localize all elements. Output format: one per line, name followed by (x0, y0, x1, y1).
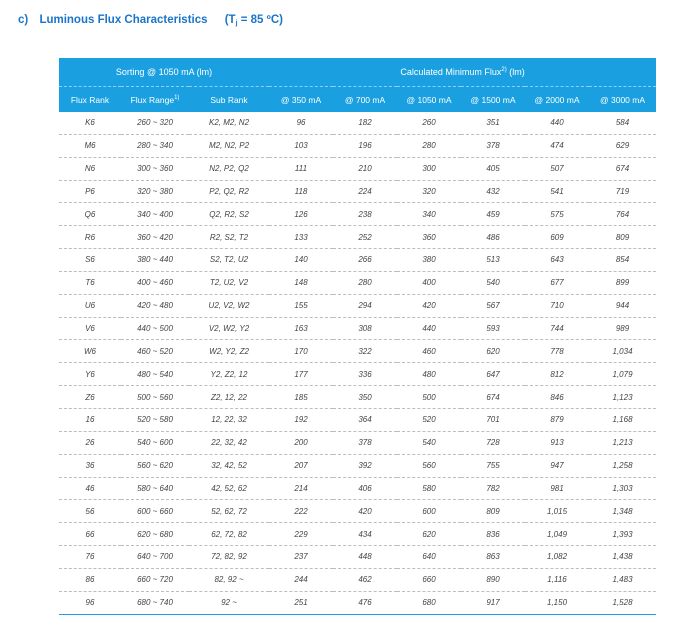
flux-rank-cell: N6 (59, 157, 121, 180)
col-350ma: @ 350 mA (280, 94, 322, 105)
flux-range-cell: 660 ~ 720 (121, 568, 189, 591)
flux-700ma-cell: 336 (333, 363, 397, 386)
sub-rank-cell: 42, 52, 62 (189, 477, 269, 500)
sub-rank-cell: 92 ~ (189, 591, 269, 614)
flux-2000ma-cell: 812 (525, 363, 589, 386)
flux-range-cell: 340 ~ 400 (121, 203, 189, 226)
table-row (59, 226, 656, 249)
flux-350ma-cell: 111 (269, 157, 333, 180)
sub-rank-cell: 72, 82, 92 (189, 546, 269, 569)
sub-rank-cell: Z2, 12, 22 (189, 386, 269, 409)
flux-1050ma-cell: 580 (397, 477, 461, 500)
sub-rank-cell: 82, 92 ~ (189, 568, 269, 591)
sub-rank-cell: U2, V2, W2 (189, 294, 269, 317)
flux-700ma-cell: 434 (333, 523, 397, 546)
flux-rank-cell: P6 (59, 180, 121, 203)
table-row (59, 203, 656, 226)
flux-rank-cell: K6 (59, 112, 121, 134)
flux-rank-cell: 26 (59, 431, 121, 454)
sub-rank-cell: T2, U2, V2 (189, 271, 269, 294)
table-row (59, 180, 656, 203)
flux-350ma-cell: 185 (269, 386, 333, 409)
column-header-row (59, 87, 656, 113)
flux-350ma-cell: 244 (269, 568, 333, 591)
flux-1050ma-cell: 500 (397, 386, 461, 409)
flux-700ma-cell: 210 (333, 157, 397, 180)
flux-3000ma-cell: 764 (589, 203, 656, 226)
flux-2000ma-cell: 710 (525, 294, 589, 317)
col-700ma: @ 700 mA (344, 94, 386, 105)
flux-range-cell: 540 ~ 600 (121, 431, 189, 454)
col-3000ma: @ 3000 mA (600, 94, 646, 105)
sub-rank-cell: V2, W2, Y2 (189, 317, 269, 340)
flux-3000ma-cell: 854 (589, 249, 656, 272)
sub-rank-cell: Y2, Z2, 12 (189, 363, 269, 386)
flux-range-cell: 280 ~ 340 (121, 134, 189, 157)
flux-range-cell: 600 ~ 660 (121, 500, 189, 523)
flux-1500ma-cell: 755 (461, 454, 525, 477)
flux-3000ma-cell: 1,438 (589, 546, 656, 569)
flux-range-cell: 440 ~ 500 (121, 317, 189, 340)
flux-1500ma-cell: 486 (461, 226, 525, 249)
sub-rank-cell: 22, 32, 42 (189, 431, 269, 454)
flux-1500ma-cell: 513 (461, 249, 525, 272)
flux-2000ma-cell: 643 (525, 249, 589, 272)
flux-range-cell: 380 ~ 440 (121, 249, 189, 272)
flux-1500ma-cell: 863 (461, 546, 525, 569)
table-row (59, 431, 656, 454)
flux-1050ma-cell: 520 (397, 408, 461, 431)
flux-700ma-cell: 294 (333, 294, 397, 317)
section-label: c) (18, 14, 29, 26)
sub-rank-cell: W2, Y2, Z2 (189, 340, 269, 363)
col-sub-rank: Sub Rank (210, 94, 248, 105)
flux-rank-cell: 96 (59, 591, 121, 614)
flux-range-cell: 320 ~ 380 (121, 180, 189, 203)
flux-rank-cell: M6 (59, 134, 121, 157)
flux-2000ma-cell: 913 (525, 431, 589, 454)
flux-700ma-cell: 406 (333, 477, 397, 500)
flux-350ma-cell: 200 (269, 431, 333, 454)
flux-rank-cell: Z6 (59, 386, 121, 409)
flux-2000ma-cell: 744 (525, 317, 589, 340)
flux-700ma-cell: 196 (333, 134, 397, 157)
flux-1500ma-cell: 701 (461, 408, 525, 431)
flux-700ma-cell: 182 (333, 112, 397, 134)
col-1050ma: @ 1050 mA (406, 94, 452, 105)
flux-rank-cell: U6 (59, 294, 121, 317)
flux-1050ma-cell: 280 (397, 134, 461, 157)
sub-rank-cell: N2, P2, Q2 (189, 157, 269, 180)
flux-3000ma-cell: 629 (589, 134, 656, 157)
flux-700ma-cell: 224 (333, 180, 397, 203)
flux-3000ma-cell: 674 (589, 157, 656, 180)
flux-700ma-cell: 350 (333, 386, 397, 409)
table-row (59, 500, 656, 523)
flux-1500ma-cell: 647 (461, 363, 525, 386)
flux-700ma-cell: 308 (333, 317, 397, 340)
table-row (59, 477, 656, 500)
flux-3000ma-cell: 1,393 (589, 523, 656, 546)
flux-rank-cell: S6 (59, 249, 121, 272)
flux-3000ma-cell: 1,123 (589, 386, 656, 409)
flux-350ma-cell: 177 (269, 363, 333, 386)
flux-1050ma-cell: 300 (397, 157, 461, 180)
table-row (59, 249, 656, 272)
flux-2000ma-cell: 507 (525, 157, 589, 180)
flux-350ma-cell: 214 (269, 477, 333, 500)
flux-1500ma-cell: 782 (461, 477, 525, 500)
flux-350ma-cell: 170 (269, 340, 333, 363)
flux-3000ma-cell: 1,303 (589, 477, 656, 500)
flux-1050ma-cell: 640 (397, 546, 461, 569)
flux-3000ma-cell: 1,079 (589, 363, 656, 386)
table-row (59, 294, 656, 317)
flux-1500ma-cell: 836 (461, 523, 525, 546)
flux-2000ma-cell: 1,082 (525, 546, 589, 569)
section-title: Luminous Flux Characteristics (39, 14, 208, 26)
flux-range-cell: 640 ~ 700 (121, 546, 189, 569)
calculated-flux-group-header (269, 58, 656, 87)
flux-350ma-cell: 155 (269, 294, 333, 317)
table-row (59, 568, 656, 591)
flux-range-cell: 580 ~ 640 (121, 477, 189, 500)
flux-1500ma-cell: 593 (461, 317, 525, 340)
flux-700ma-cell: 238 (333, 203, 397, 226)
flux-range-cell: 680 ~ 740 (121, 591, 189, 614)
table-row (59, 408, 656, 431)
flux-rank-cell: Y6 (59, 363, 121, 386)
condition-prefix: (T (224, 14, 236, 26)
flux-350ma-cell: 140 (269, 249, 333, 272)
col-2000ma: @ 2000 mA (534, 94, 580, 105)
table-row (59, 363, 656, 386)
sub-rank-cell: K2, M2, N2 (189, 112, 269, 134)
flux-2000ma-cell: 575 (525, 203, 589, 226)
flux-1500ma-cell: 890 (461, 568, 525, 591)
flux-rank-cell: Q6 (59, 203, 121, 226)
flux-2000ma-cell: 1,015 (525, 500, 589, 523)
flux-2000ma-cell: 440 (525, 112, 589, 134)
calculated-flux-unit: (lm) (506, 67, 525, 77)
sub-rank-cell: S2, T2, U2 (189, 249, 269, 272)
flux-350ma-cell: 229 (269, 523, 333, 546)
flux-2000ma-cell: 846 (525, 386, 589, 409)
flux-1050ma-cell: 320 (397, 180, 461, 203)
flux-1500ma-cell: 378 (461, 134, 525, 157)
flux-rank-cell: R6 (59, 226, 121, 249)
flux-350ma-cell: 222 (269, 500, 333, 523)
flux-3000ma-cell: 1,483 (589, 568, 656, 591)
calculated-flux-label: Calculated Minimum Flux (400, 67, 502, 77)
flux-3000ma-cell: 1,213 (589, 431, 656, 454)
flux-350ma-cell: 103 (269, 134, 333, 157)
flux-1500ma-cell: 728 (461, 431, 525, 454)
flux-700ma-cell: 364 (333, 408, 397, 431)
flux-rank-cell: 16 (59, 408, 121, 431)
flux-1500ma-cell: 674 (461, 386, 525, 409)
group-header-row (59, 58, 656, 87)
flux-2000ma-cell: 879 (525, 408, 589, 431)
flux-2000ma-cell: 778 (525, 340, 589, 363)
flux-range-cell: 260 ~ 320 (121, 112, 189, 134)
flux-rank-cell: 76 (59, 546, 121, 569)
flux-rank-cell: 66 (59, 523, 121, 546)
table-row (59, 523, 656, 546)
table-row (59, 454, 656, 477)
luminous-flux-table-container (59, 58, 656, 615)
luminous-flux-table (59, 58, 656, 615)
flux-350ma-cell: 148 (269, 271, 333, 294)
flux-2000ma-cell: 981 (525, 477, 589, 500)
flux-2000ma-cell: 541 (525, 180, 589, 203)
flux-2000ma-cell: 1,150 (525, 591, 589, 614)
col-1500ma: @ 1500 mA (470, 94, 516, 105)
flux-1050ma-cell: 460 (397, 340, 461, 363)
flux-rank-cell: T6 (59, 271, 121, 294)
flux-700ma-cell: 266 (333, 249, 397, 272)
flux-1500ma-cell: 351 (461, 112, 525, 134)
flux-350ma-cell: 207 (269, 454, 333, 477)
flux-350ma-cell: 118 (269, 180, 333, 203)
flux-350ma-cell: 192 (269, 408, 333, 431)
flux-rank-cell: 46 (59, 477, 121, 500)
flux-1500ma-cell: 809 (461, 500, 525, 523)
flux-rank-cell: 56 (59, 500, 121, 523)
flux-1050ma-cell: 480 (397, 363, 461, 386)
table-row (59, 157, 656, 180)
flux-1050ma-cell: 560 (397, 454, 461, 477)
flux-1050ma-cell: 380 (397, 249, 461, 272)
flux-350ma-cell: 126 (269, 203, 333, 226)
sub-rank-cell: Q2, R2, S2 (189, 203, 269, 226)
flux-range-cell: 620 ~ 680 (121, 523, 189, 546)
flux-350ma-cell: 133 (269, 226, 333, 249)
flux-3000ma-cell: 899 (589, 271, 656, 294)
flux-range-cell: 520 ~ 580 (121, 408, 189, 431)
col-flux-range-footnote: 1) (174, 94, 180, 101)
flux-1050ma-cell: 260 (397, 112, 461, 134)
section-heading (18, 14, 283, 27)
flux-3000ma-cell: 989 (589, 317, 656, 340)
flux-1050ma-cell: 620 (397, 523, 461, 546)
flux-2000ma-cell: 609 (525, 226, 589, 249)
flux-2000ma-cell: 677 (525, 271, 589, 294)
flux-700ma-cell: 392 (333, 454, 397, 477)
flux-2000ma-cell: 474 (525, 134, 589, 157)
table-row (59, 134, 656, 157)
table-row (59, 317, 656, 340)
flux-range-cell: 400 ~ 460 (121, 271, 189, 294)
calculated-flux-footnote: 2) (501, 67, 507, 73)
table-body (59, 112, 656, 614)
flux-1050ma-cell: 340 (397, 203, 461, 226)
condition-note (225, 14, 283, 26)
flux-rank-cell: W6 (59, 340, 121, 363)
table-row (59, 591, 656, 614)
table-row (59, 271, 656, 294)
flux-1500ma-cell: 432 (461, 180, 525, 203)
flux-700ma-cell: 280 (333, 271, 397, 294)
flux-range-cell: 460 ~ 520 (121, 340, 189, 363)
flux-700ma-cell: 420 (333, 500, 397, 523)
flux-700ma-cell: 378 (333, 431, 397, 454)
condition-subscript: j (235, 20, 238, 27)
sub-rank-cell: 52, 62, 72 (189, 500, 269, 523)
flux-3000ma-cell: 944 (589, 294, 656, 317)
flux-1050ma-cell: 420 (397, 294, 461, 317)
sorting-group-header: Sorting @ 1050 mA (lm) (59, 58, 269, 87)
flux-350ma-cell: 237 (269, 546, 333, 569)
flux-1500ma-cell: 620 (461, 340, 525, 363)
flux-range-cell: 560 ~ 620 (121, 454, 189, 477)
flux-700ma-cell: 322 (333, 340, 397, 363)
flux-rank-cell: 86 (59, 568, 121, 591)
flux-350ma-cell: 251 (269, 591, 333, 614)
table-row (59, 386, 656, 409)
flux-700ma-cell: 476 (333, 591, 397, 614)
flux-3000ma-cell: 1,168 (589, 408, 656, 431)
condition-suffix: = 85 ºC) (237, 14, 283, 26)
flux-3000ma-cell: 1,348 (589, 500, 656, 523)
flux-1050ma-cell: 360 (397, 226, 461, 249)
flux-range-cell: 300 ~ 360 (121, 157, 189, 180)
flux-1500ma-cell: 917 (461, 591, 525, 614)
flux-rank-cell: V6 (59, 317, 121, 340)
flux-1050ma-cell: 400 (397, 271, 461, 294)
flux-350ma-cell: 96 (269, 112, 333, 134)
table-row (59, 112, 656, 134)
flux-rank-cell: 36 (59, 454, 121, 477)
flux-2000ma-cell: 1,049 (525, 523, 589, 546)
flux-range-cell: 360 ~ 420 (121, 226, 189, 249)
flux-2000ma-cell: 947 (525, 454, 589, 477)
table-header (59, 58, 656, 112)
table-row (59, 546, 656, 569)
sub-rank-cell: 62, 72, 82 (189, 523, 269, 546)
flux-3000ma-cell: 1,034 (589, 340, 656, 363)
col-flux-range (121, 87, 189, 113)
sub-rank-cell: 12, 22, 32 (189, 408, 269, 431)
flux-1050ma-cell: 680 (397, 591, 461, 614)
sub-rank-cell: M2, N2, P2 (189, 134, 269, 157)
sub-rank-cell: 32, 42, 52 (189, 454, 269, 477)
table-row (59, 340, 656, 363)
flux-1500ma-cell: 459 (461, 203, 525, 226)
flux-range-cell: 420 ~ 480 (121, 294, 189, 317)
flux-2000ma-cell: 1,116 (525, 568, 589, 591)
sub-rank-cell: P2, Q2, R2 (189, 180, 269, 203)
col-flux-range-label: Flux Range (130, 94, 175, 105)
flux-3000ma-cell: 1,528 (589, 591, 656, 614)
flux-range-cell: 500 ~ 560 (121, 386, 189, 409)
sub-rank-cell: R2, S2, T2 (189, 226, 269, 249)
flux-1500ma-cell: 567 (461, 294, 525, 317)
flux-1050ma-cell: 540 (397, 431, 461, 454)
flux-3000ma-cell: 809 (589, 226, 656, 249)
flux-700ma-cell: 462 (333, 568, 397, 591)
flux-1500ma-cell: 540 (461, 271, 525, 294)
flux-3000ma-cell: 584 (589, 112, 656, 134)
flux-700ma-cell: 448 (333, 546, 397, 569)
flux-350ma-cell: 163 (269, 317, 333, 340)
flux-3000ma-cell: 1,258 (589, 454, 656, 477)
flux-1050ma-cell: 600 (397, 500, 461, 523)
flux-700ma-cell: 252 (333, 226, 397, 249)
flux-1500ma-cell: 405 (461, 157, 525, 180)
flux-1050ma-cell: 440 (397, 317, 461, 340)
flux-range-cell: 480 ~ 540 (121, 363, 189, 386)
flux-3000ma-cell: 719 (589, 180, 656, 203)
flux-1050ma-cell: 660 (397, 568, 461, 591)
col-flux-rank: Flux Rank (70, 94, 110, 105)
